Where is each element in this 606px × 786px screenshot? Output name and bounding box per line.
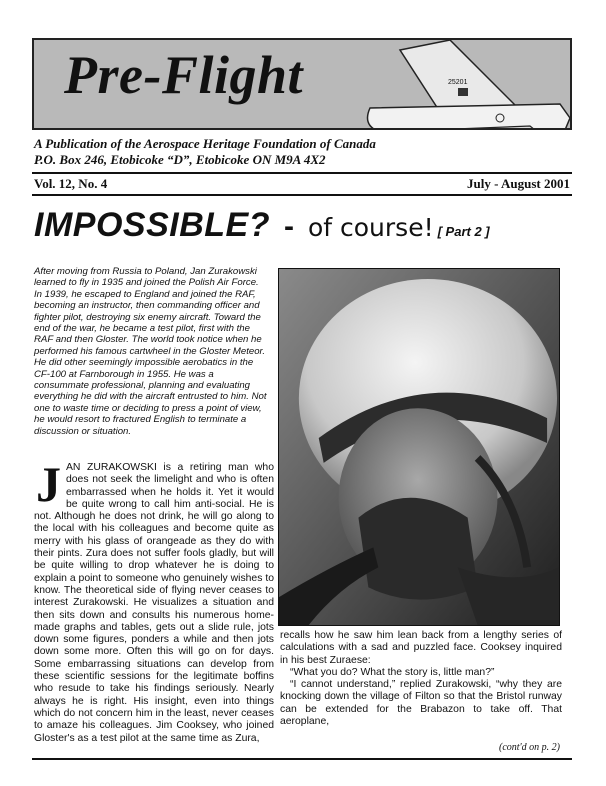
headline-script: of course! <box>307 213 434 242</box>
article-intro: After moving from Russia to Poland, Jan Zurakowski learned to fly in 1935 and joined the Polish Air Force. In 1939, he escaped to England and joined the RAF, becoming an instructor, then commanding officer and fighter pilot, destroying six enemy aircraft. Toward the end of the war, he became a test pilot, first with the RAF and then Gloster. The world took notice when he performed his famous cartwheel in the Gloster Meteor. He did other seemingly impossible aerobatics in the CF-100 at Farnborough in 1955. He was a consummate professional, planning and evaluating everything he did with the aircraft entrusted to him. Not one to waste time or deciding to press a point of view, he would resort to fractured English to terminate a discussion or situation. <box>34 266 267 437</box>
publication-address: P.O. Box 246, Etobicoke “D”, Etobicoke ON M9A 4X2 <box>34 152 326 167</box>
issue-volume: Vol. 12, No. 4 <box>34 176 108 191</box>
drop-cap: J <box>36 456 61 512</box>
divider-bottom <box>32 194 572 196</box>
masthead-title: Pre-Flight <box>64 45 304 105</box>
article-body-left <box>34 456 274 745</box>
continued-note: (cont'd on p. 2) <box>498 742 560 753</box>
issue-date: July - August 2001 <box>467 176 570 191</box>
article-headline <box>34 206 490 245</box>
headline-main: IMPOSSIBLE? <box>34 206 270 244</box>
jet-marking: 25201 <box>448 79 468 86</box>
jet-aircraft-illustration <box>330 38 570 130</box>
article-left-text: AN ZURAKOWSKI is a retiring man who does not seek the limelight and who is often embarrassed when he holds it. Yet it would be quite wrong to call him anti-social. He is not. Although he does not drink, he will go along to the local with his colleagues and become quite as merry with his glass of orangeade as they do with their pints. Zura does not suffer fools gladly, but will be quite willing to drop whatever he is doing to explain a point to someone who genuinely wishes to know. The theoretical side of flying never ceases to interest Zurakowski. He visualizes a situation and then sits down and consults his numerous home-made graphs and tables, gets out a slide rule, jots down some figures, ponders a while and then jots down some more. Often this will go on for days. Some embarrassing situations can develop from these scientific sessions for the legitimate boffins who resude to take his findings seriously. Nearly always he is right. His insight, even into things which do not concern him in the least, never ceases to amaze his colleagues. Jim Cooksey, who joined Gloster's as a test pilot at the same time as Zura, <box>34 462 274 744</box>
article-body-right <box>280 630 562 728</box>
publication-line-1: A Publication of the Aerospace Heritage Foundation of Canada <box>34 136 376 151</box>
article-paragraph: recalls how he saw him lean back from a lengthy series of calculations with a sad and puzzled face. Cooksey inquired in his best Zuraese: <box>280 630 562 666</box>
headline-dash: - <box>283 210 294 243</box>
masthead-banner <box>32 38 572 130</box>
divider-top <box>32 172 572 174</box>
divider-footer <box>32 758 572 760</box>
pilot-photo <box>278 268 560 626</box>
headline-part: [ Part 2 ] <box>437 224 490 239</box>
article-paragraph: “What you do? What the story is, little man?” <box>290 666 495 678</box>
article-paragraph: “I cannot understand,” replied Zurakowski, “why they are knocking down the village of Filton so that the Bristol runway can be extended for the Brabazon to take off. That aeroplane, <box>280 679 562 728</box>
